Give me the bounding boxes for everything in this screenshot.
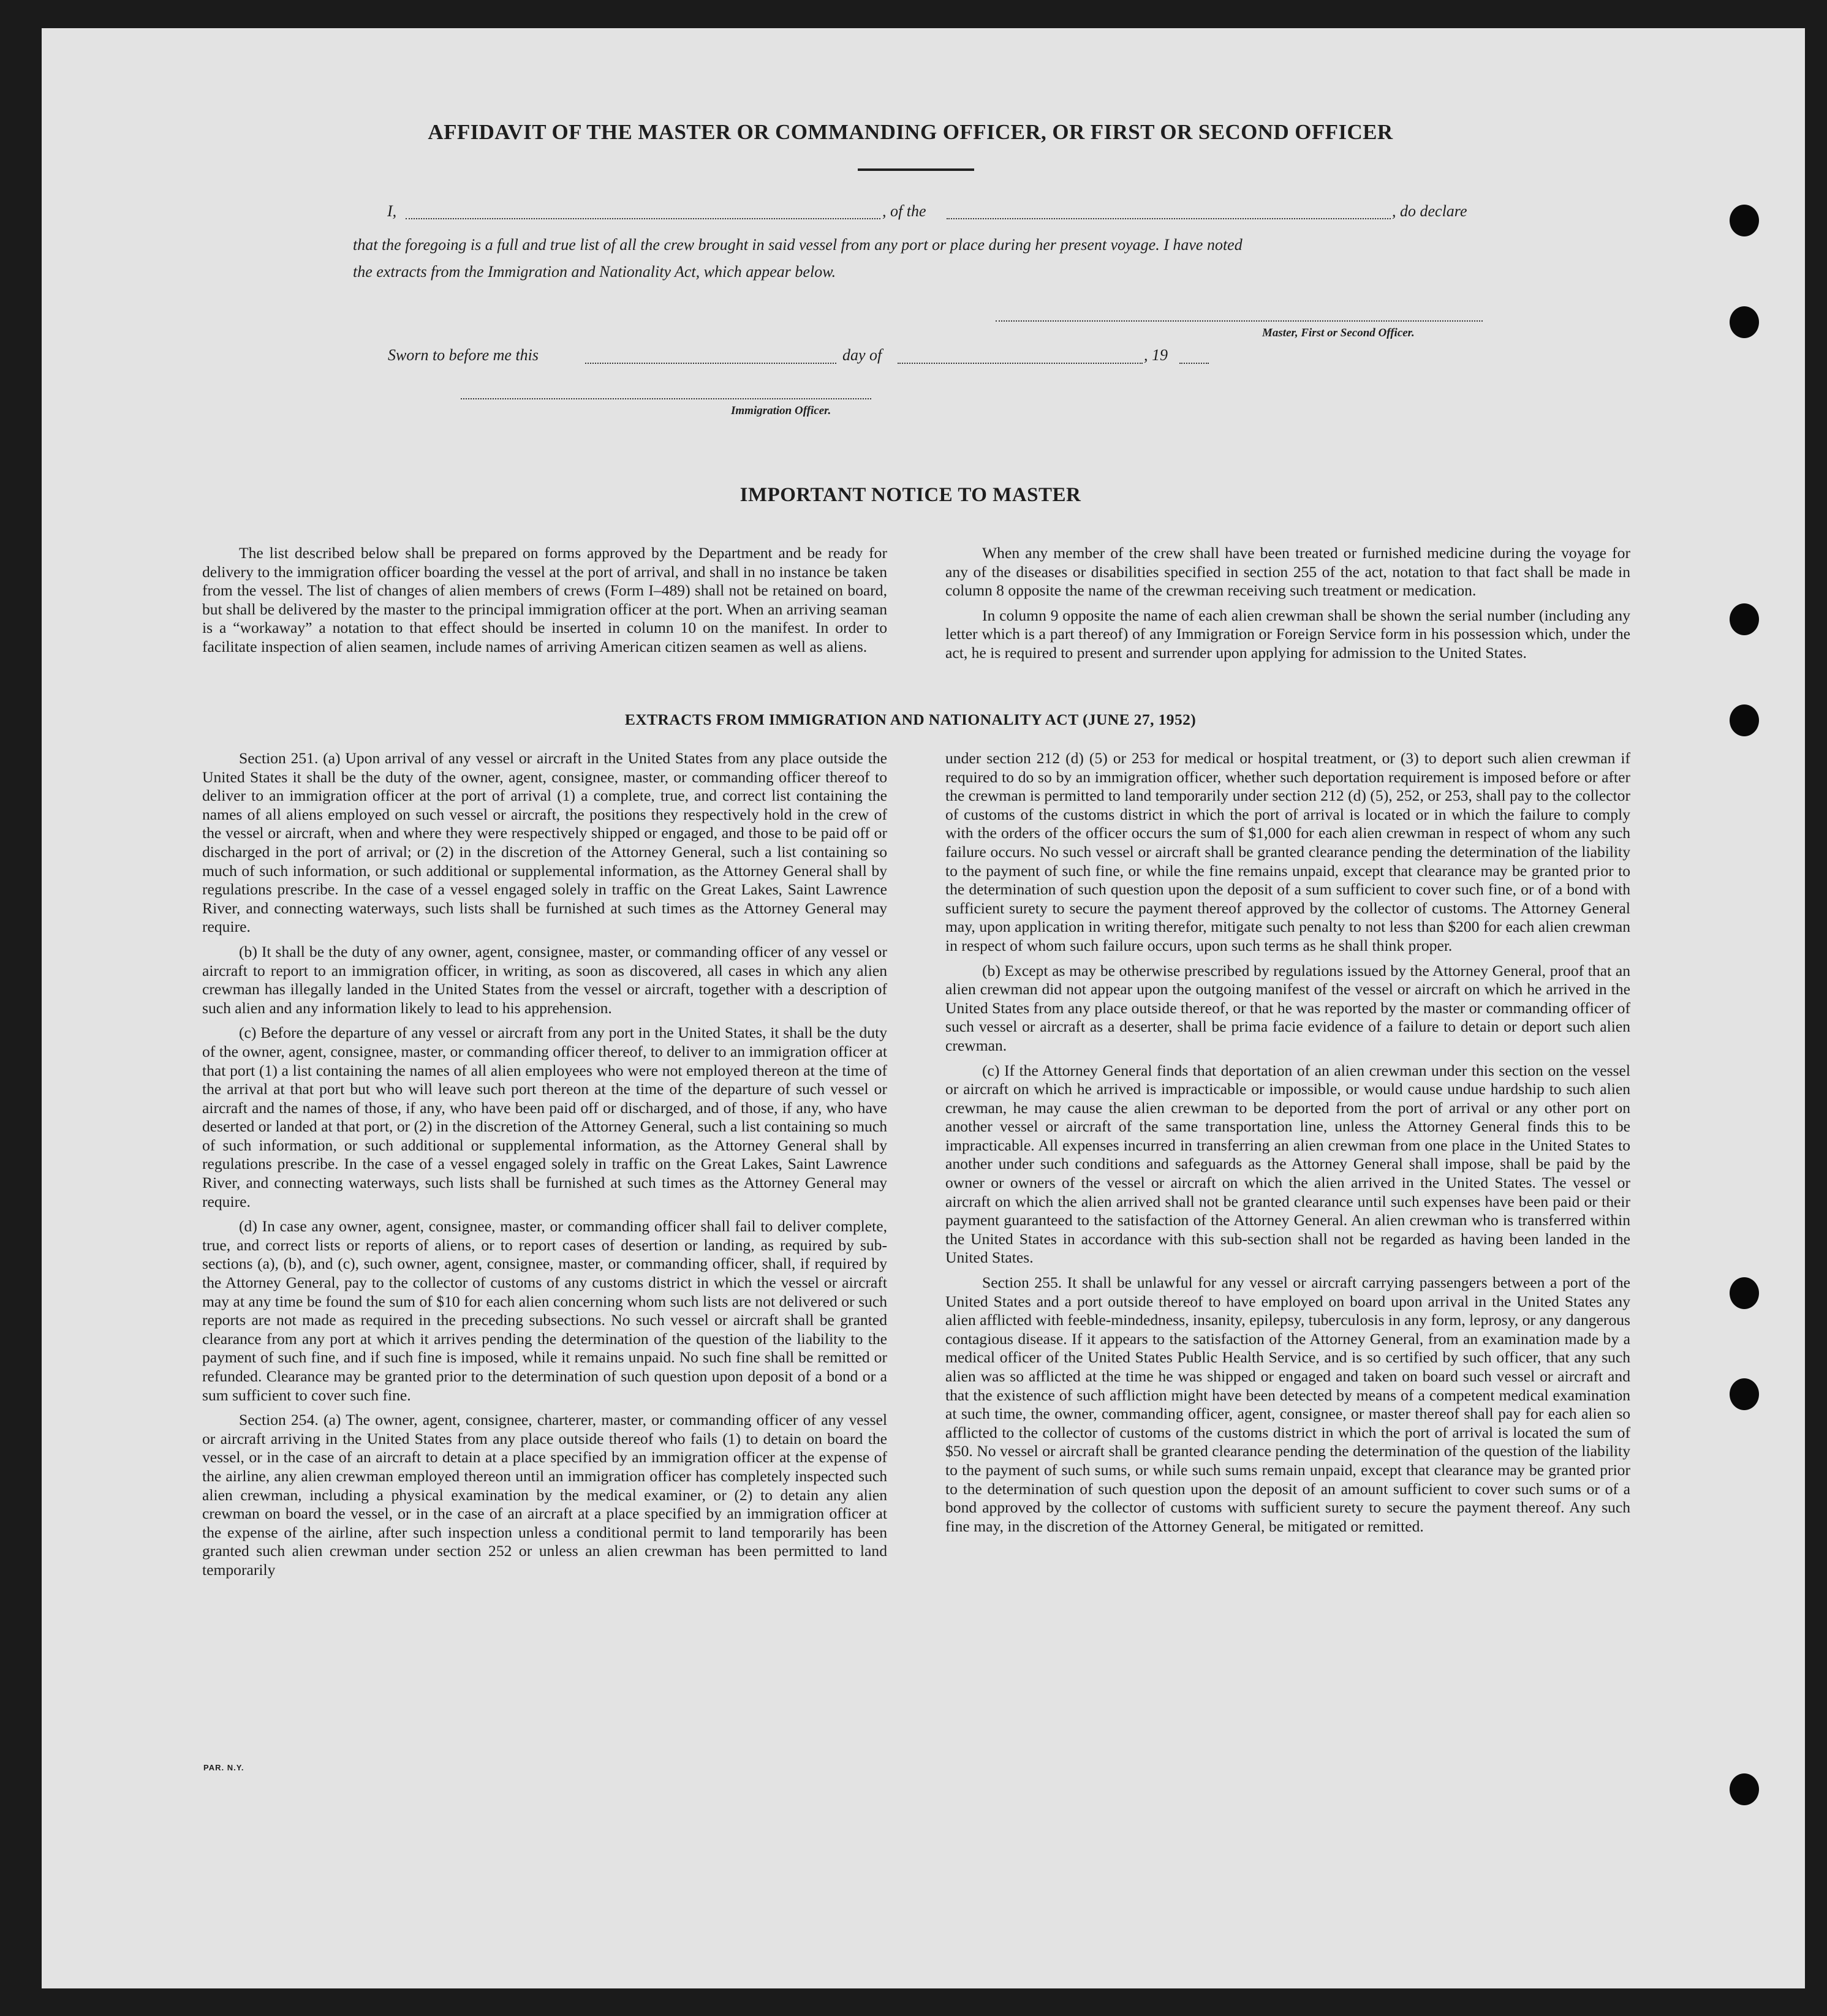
notice-right-column: [945, 544, 1630, 669]
binder-hole: [1730, 1277, 1759, 1309]
officer-signature-field[interactable]: [461, 398, 871, 399]
affidavit-statement: [353, 232, 1517, 285]
binder-hole: [1730, 1378, 1759, 1410]
sworn-month-field[interactable]: [898, 363, 1143, 364]
section-paragraph: (c) If the Attorney General finds that deportation of an alien crewman under this section on the vessel or aircraft on which he arrived is impracticable or impossible, or would cause undue hardship to such alien crewman, he may cause the alien crewman to be deported from the port of arrival or any other port on another vessel or aircraft of the same transportation line, unless the Attorney General finds this to be impracticable. All expenses incurred in transferring an alien crewman from one place in the United States to another under such conditions and safeguards as the Attorney General shall impose, shall be paid by the owner or owners of the vessel or aircraft on which the alien arrived in the United States. The vessel or aircraft on which the alien arrived shall not be granted clearance until such expenses have been paid or their payment guaranteed to the satisfaction of the Attorney General. An alien crewman who is transferred within the United States in accordance with this sub-section shall not be regarded as having been landed in the United States.: [945, 1061, 1630, 1267]
sworn-label: Sworn to before me this: [388, 346, 539, 364]
section-paragraph: (b) Except as may be otherwise prescribed by regulations issued by the Attorney General, proof that an alien crewman did not appear upon the outgoing manifest of the vessel or aircraft on which he arrived in the United States from any place outside thereof, or that he was reported by the master or commanding officer of such vessel or aircraft as a deserter, shall be prima facie evidence of a failure to detain or deport such alien crewman.: [945, 961, 1630, 1054]
notice-paragraph: The list described below shall be prepared on forms approved by the Department and be ready for delivery to the immigration officer boarding the vessel at the port of arrival, and shall in no instance be taken from the vessel. The list of changes of alien members of crews (Form I–489) shall not be retained on board, but shall be delivered by the master to the principal immigration officer at the port. When an arriving seaman is a “workaway” a notation to that effect should be inserted in column 10 on the manifest. In order to facilitate inspection of alien seamen, include names of arriving American citizen seamen as well as aliens.: [202, 544, 887, 655]
year-label: , 19: [1144, 346, 1168, 364]
declarant-label: I,: [387, 202, 397, 220]
binder-hole: [1730, 1773, 1759, 1805]
section-paragraph: Section 251. (a) Upon arrival of any vessel or aircraft in the United States from any place outside the United States it shall be the duty of the owner, agent, consignee, master, or commanding officer thereof to deliver to an immigration officer at the port of arrival (1) a complete, true, and correct list containing the names of all aliens employed on such vessel or aircraft, the positions they respectively hold in the crew of the vessel or aircraft, when and where they were respectively shipped or engaged, and those to be paid off or discharged in the port of arrival; or (2) in the discretion of the Attorney General, such a list containing so much of such information, or such additional or supplemental information, as the Attorney General shall by regulations prescribe. In the case of a vessel engaged solely in traffic on the Great Lakes, Saint Lawrence River, and connecting waterways, such lists shall be furnished at such times as the Attorney General may require.: [202, 749, 887, 936]
declarant-name-field[interactable]: [406, 218, 880, 219]
statement-line: that the foregoing is a full and true list of all the crew brought in said vessel from any port or place during her present voyage. I have noted: [353, 236, 1243, 254]
extracts-right-column: [945, 749, 1630, 1542]
notice-paragraph: In column 9 opposite the name of each alien crewman shall be shown the serial number (including any letter which is a part thereof) of any Immigration or Foreign Service form in his possession which, under the act, he is required to present and surrender upon applying for admission to the United States.: [945, 606, 1630, 662]
binder-hole: [1730, 205, 1759, 236]
declare-label: , do declare: [1392, 202, 1467, 220]
master-signature-label: Master, First or Second Officer.: [1262, 327, 1415, 339]
notice-left-column: [202, 544, 887, 663]
section-paragraph: Section 254. (a) The owner, agent, consignee, charterer, master, or commanding officer of any vessel or aircraft arriving in the United States from any place outside thereof who fails (1) to detain on board the vessel, or in the case of an aircraft to detain at a place specified by an immigration officer at the expense of the airline, any alien crewman employed thereon until an immigration officer has completely inspected such alien crewman, including a physical examination by the medical examiner, or (2) to detain any alien crewman on board the vessel, or in the case of an aircraft at a place specified by an immigration officer at the expense of the airline, after such inspection unless a conditional permit to land temporarily has been granted such alien crewman under section 252 or unless an alien crewman has been permitted to land temporarily: [202, 1411, 887, 1579]
binder-hole: [1730, 603, 1759, 635]
sworn-year-field[interactable]: [1179, 363, 1209, 364]
title-divider: [858, 168, 974, 171]
section-paragraph: Section 255. It shall be unlawful for any vessel or aircraft carrying passengers between a port of the United States and a port outside thereof to have employed on board upon arrival in the United States any alien afflicted with feeble-mindedness, insanity, epilepsy, tuberculosis in any form, leprosy, or any dangerous contagious disease. If it appears to the satisfaction of the Attorney General, from an examination made by a medical officer of the United States Public Health Service, and is so certified by such officer, that any such alien was so afflicted at the time he was shipped or engaged and taken on board such vessel or aircraft and that the existence of such affliction might have been detected by means of a competent medical examination at such time, the owner, commanding officer, agent, consignee, or master thereof shall pay for each alien so afflicted to the collector of customs of the customs district in which the port of arrival is located the sum of $50. No vessel or aircraft shall be granted clearance pending the determination of the question of the liability to the payment of such sums, or while such sums remain unpaid, except that clearance may be granted prior to the determination of such question upon the deposit of an amount sufficient to cover such sums or of a bond approved by the collector of customs with sufficient surety to secure the payment thereof. Any such fine may, in the discretion of the Attorney General, be mitigated or remitted.: [945, 1274, 1630, 1535]
extracts-left-column: [202, 749, 887, 1586]
sworn-day-field[interactable]: [585, 363, 836, 364]
day-of-label: day of: [842, 346, 882, 364]
notice-paragraph: When any member of the crew shall have been treated or furnished medicine during the voyage for any of the diseases or disabilities specified in section 255 of the act, notation to that fact shall be made in column 8 opposite the name of the crewman receiving such treatment or medication.: [945, 544, 1630, 600]
master-signature-field[interactable]: [996, 320, 1483, 322]
binder-hole: [1730, 306, 1759, 338]
statement-line: the extracts from the Immigration and Nationality Act, which appear below.: [353, 263, 836, 281]
section-paragraph: (b) It shall be the duty of any owner, agent, consignee, master, or commanding officer of any vessel or aircraft to report to an immigration officer, in writing, as soon as discovered, all cases in which any alien crewman has illegally landed in the United States from the vessel or aircraft, together with a description of such alien and any information likely to lead to his apprehension.: [202, 942, 887, 1017]
section-paragraph: (c) Before the departure of any vessel or aircraft from any port in the United States, it shall be the duty of the owner, agent, consignee, master, or commanding officer thereof, to deliver to an immigration officer at that port (1) a list containing the names of all alien employees who were not employed thereon at the time of the arrival at that port but who will leave such port thereon at the time of the departure of such vessel or aircraft and the names of those, if any, who have been paid off or discharged, and of those, if any, who have deserted or landed at that port, or (2) in the discretion of the Attorney General, such a list containing so much of such information, or such additional or supplemental information, as the Attorney General shall by regulations prescribe. In the case of a vessel engaged solely in traffic on the Great Lakes, Saint Lawrence River, and connecting waterways, such lists shall be furnished at such times as the Attorney General may require.: [202, 1024, 887, 1210]
vessel-label: , of the: [882, 202, 926, 220]
affidavit-title: AFFIDAVIT OF THE MASTER OR COMMANDING OFFICER, OR FIRST OR SECOND OFFICER: [428, 120, 1393, 144]
vessel-name-field[interactable]: [947, 218, 1391, 219]
printer-mark: PAR. N.Y.: [203, 1763, 244, 1772]
extracts-title: EXTRACTS FROM IMMIGRATION AND NATIONALITY ACT (JUNE 27, 1952): [624, 711, 1197, 728]
section-paragraph: (d) In case any owner, agent, consignee, master, or commanding officer shall fail to deliver complete, true, and correct lists or reports of aliens, or to report cases of desertion or landing, as required by sub-sections (a), (b), and (c), such owner, agent, consignee, master, or commanding officer, shall, if required by the Attorney General, pay to the collector of customs of any customs district in which the vessel or aircraft may at any time be found the sum of $10 for each alien concerning whom such lists are not delivered or such reports are not made as required in the preceding subsections. No such vessel or aircraft shall be granted clearance from any port at which it arrives pending the determination of the question of the liability to the payment of such fine, and if such fine is imposed, while it remains unpaid. No such fine shall be remitted or refunded. Clearance may be granted prior to the determination of such question upon deposit of a bond or a sum sufficient to cover such fine.: [202, 1217, 887, 1404]
officer-signature-label: Immigration Officer.: [731, 404, 831, 417]
section-paragraph: under section 212 (d) (5) or 253 for medical or hospital treatment, or (3) to deport such alien crewman if required to do so by an immigration officer, whether such deportation requirement is imposed before or after the crewman is permitted to land temporarily under section 212 (d) (5), 252, or 253, shall pay to the collector of customs of the customs district in which the port of arrival is located or in which the failure to comply with the orders of the officer occurs the sum of $1,000 for each alien crewman in respect of whom any such failure occurs. No such vessel or aircraft shall be granted clearance pending the determination of the liability to the payment of such fine, or while the fine remains unpaid, except that clearance may be granted prior to the determination of such question upon the deposit of a sum sufficient to cover such fine, or of a bond with sufficient surety to secure the payment thereof approved by the collector of customs. The Attorney General may, upon application in writing therefor, mitigate such penalty to not less than $200 for each alien crewman in respect of whom such failure occurs, upon such terms as he shall think proper.: [945, 749, 1630, 954]
notice-title: IMPORTANT NOTICE TO MASTER: [740, 484, 1081, 506]
